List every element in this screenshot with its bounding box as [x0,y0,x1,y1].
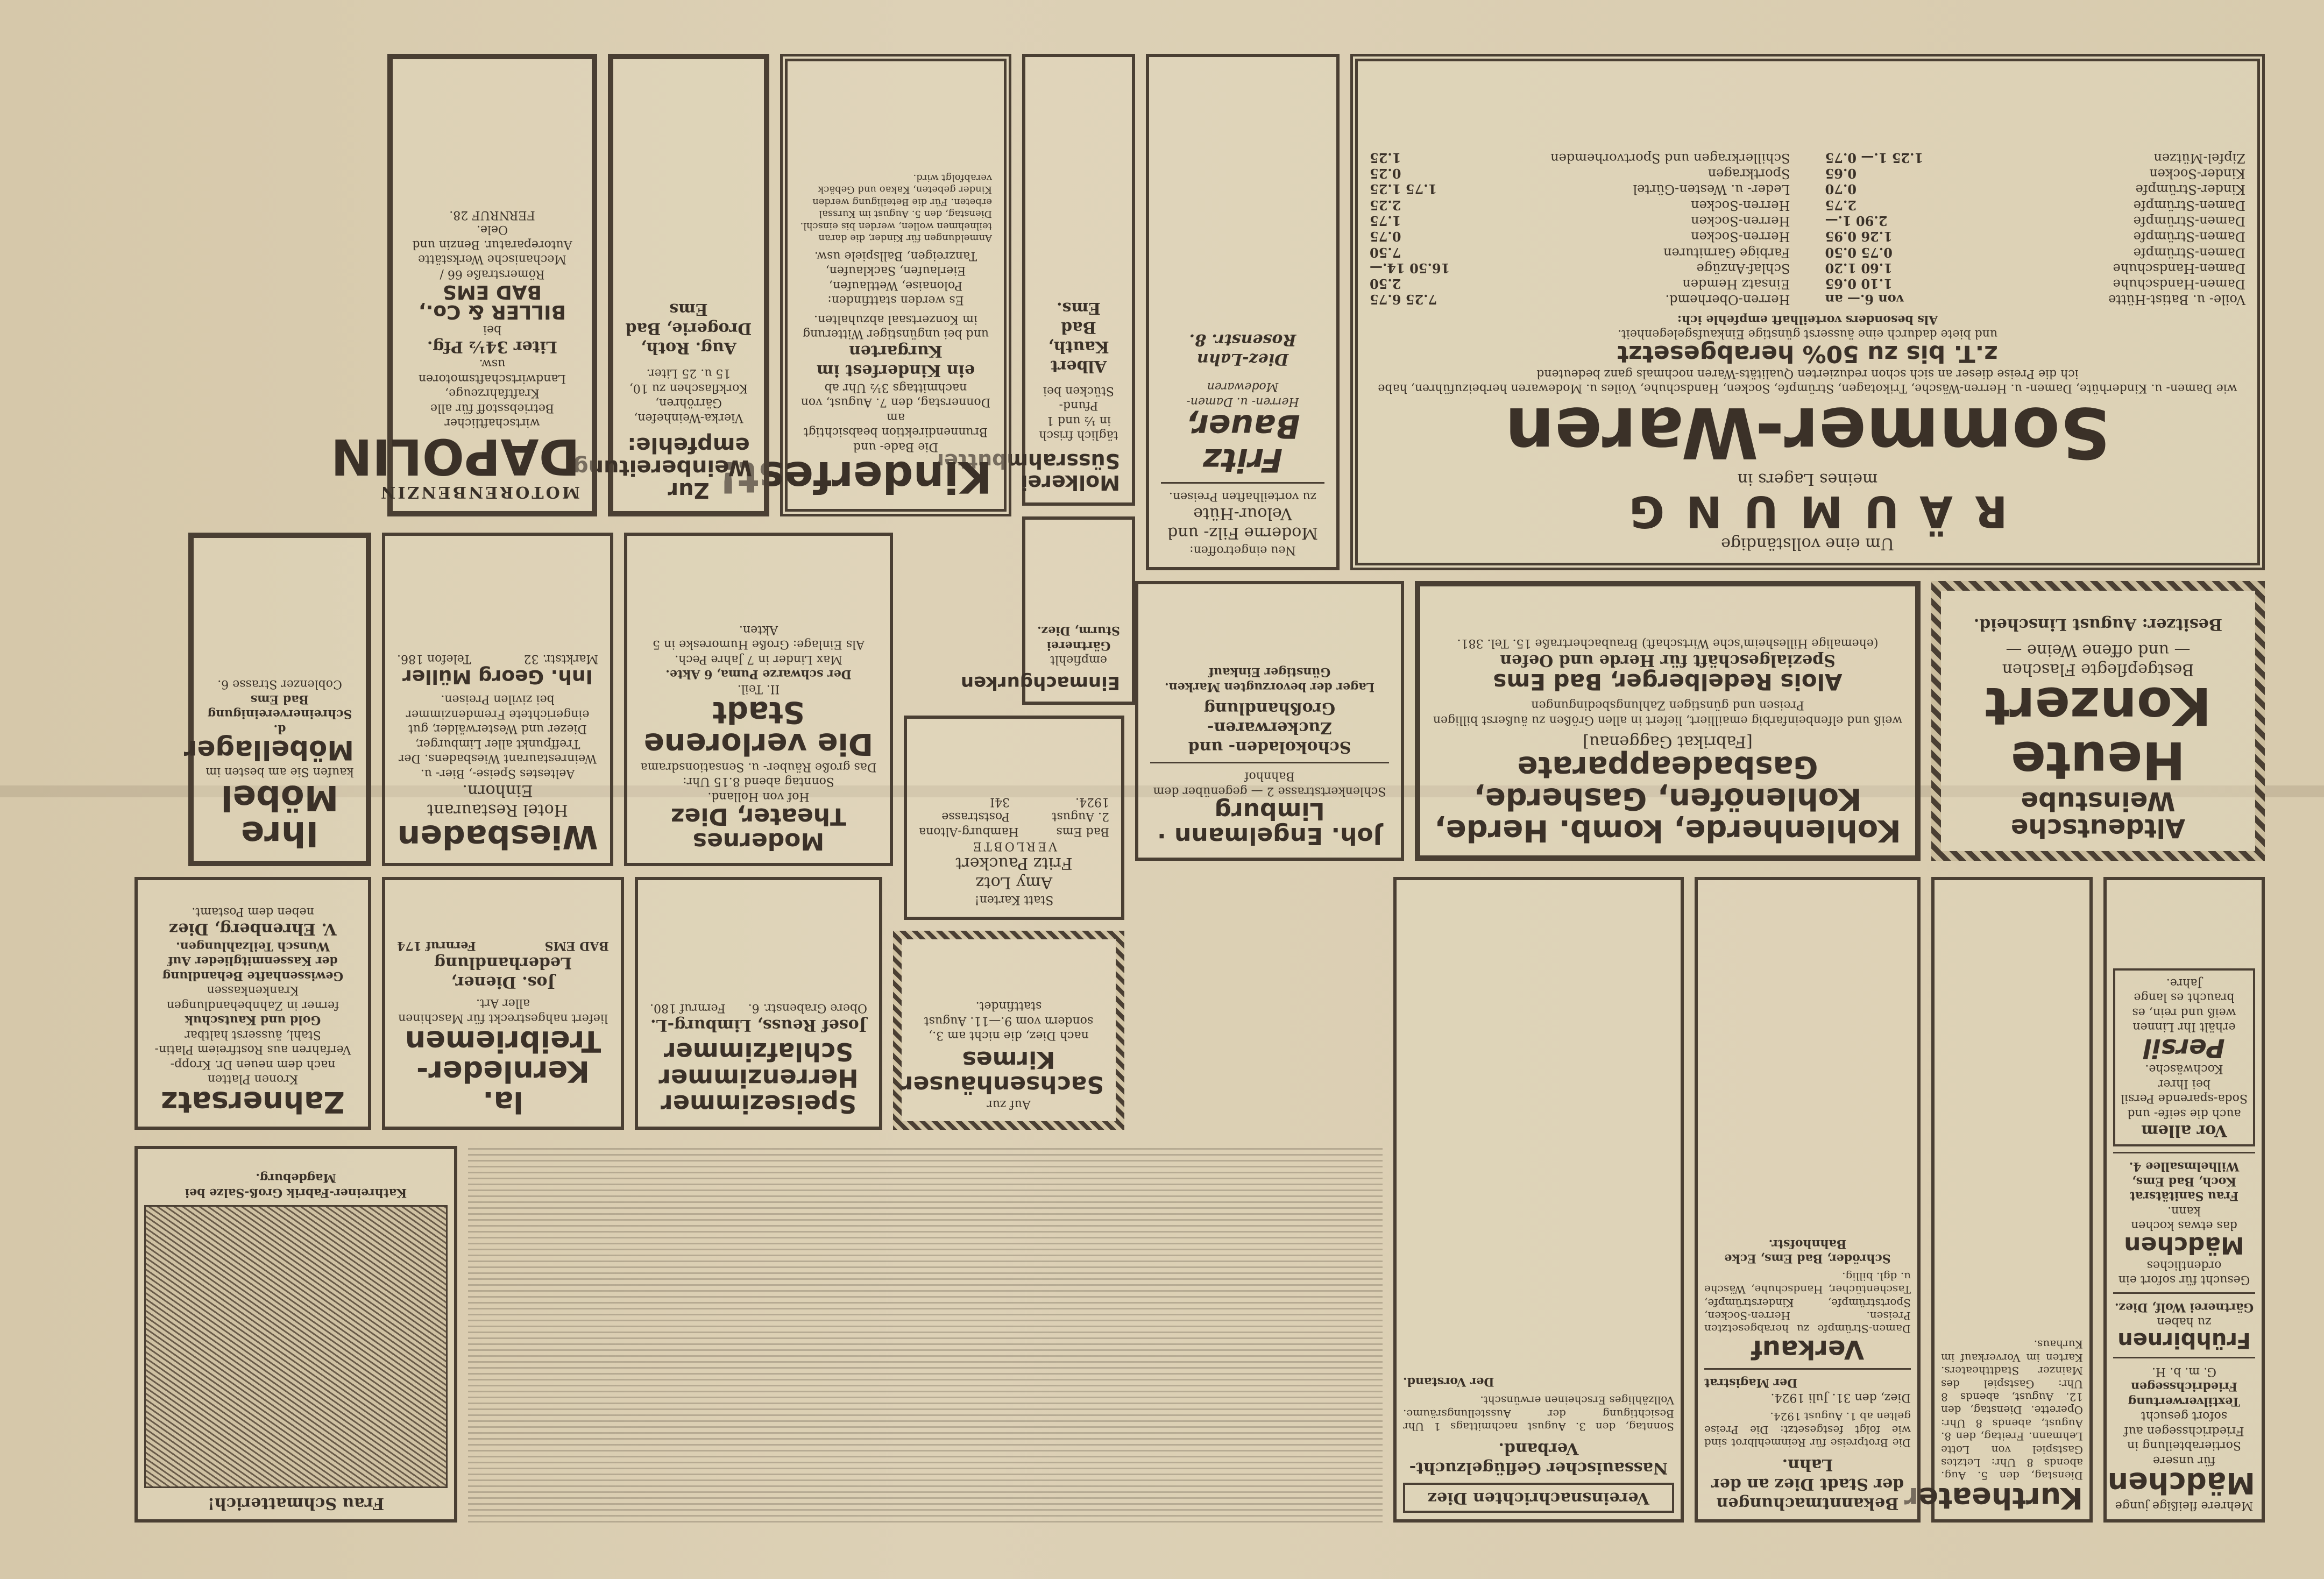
kinderfest-note: Anmeldungen für Kinder, die daran teilnehmen wollen, werden bis einschl. Dienstag, den 5. August im Kurssal erbeten. Für die Beteiligung werden Kinder gebeten, Kakao und Gebäck verabfolgt wird. [800,172,992,244]
dapolin-phone: FERNRUF 28. [449,208,535,222]
kirmes-head: Auf zur [987,1097,1031,1111]
verlobung-date: 2. August 1924. [1052,795,1109,824]
verlobung-name2: Fritz Pauckert [955,854,1073,873]
theater-venue: Hof von Holland. [707,789,810,803]
list-item: Herren-Socken 2.25 [1370,197,1790,213]
fritz-bauer-name: Fritz Bauer, [1185,407,1300,479]
raeumung-offer: und biete dadurch eine äusserst günstige Einkaufsgelegenheit. [1617,327,1998,341]
list-item: Zipfel-Mützen 1.25 1.— 0.75 [1825,150,2245,166]
verlobung-ad [904,716,1124,920]
kohlen-company: Alois Redelberger, Bad Ems [1493,668,1843,695]
raeumung-headline: Sommer-Waren [1505,392,2110,473]
weinstube-line1: Bestgepflegte Flaschen [2002,660,2194,679]
engelmann-stock: Lager der bevorzugten Marken. [1164,679,1375,694]
theater-part: II. Teil. [737,682,780,696]
list-item: Herren-Socken 1.75 [1370,213,1790,229]
raeumung-right-list [1370,150,1790,308]
fritz-bauer-label: Neu eingetroffen: [1189,543,1296,557]
zahnersatz-l2: nach dem neuen Dr. Kropp-Verfahren aus Rostfreiem Platin-Stahl, äusserst haltbar [154,1028,351,1071]
kirmes-title: Sachsenhäuser Kirmes [901,1046,1104,1099]
fruehbirnen-title: Frühbirnen [2117,1328,2251,1353]
fritz-bauer-product: Moderne Filz- und Velour-Hüte [1167,504,1319,543]
zahnersatz-l4: ferner in Zahnbehandlungen Krankenkassen [166,983,339,1012]
maedchen2-note: das etwas kochen kann. [2131,1203,2237,1233]
verlobung-name1: Amy Lotz [975,873,1053,893]
engelmann-business: Schokoladen- und Zuckerwaren-Großhandlung [1188,698,1351,756]
zahnersatz-l1: Kronen Platten [207,1072,299,1086]
bekanntmachung-sign: Der Magistrat [1704,1376,1798,1390]
dapolin-ad [330,54,597,516]
persil-ad [2113,968,2255,1146]
persil-foot: erhält Ihr Linnen weiß und rein, es braucht es lange Jahre. [2132,975,2236,1034]
kinderfest-title: Kinderfest! [718,452,992,502]
bekanntmachung-ad [1695,877,1921,1523]
kohlen-maker: [Fabrikat Gaggenau] [1583,732,1753,751]
fritz-bauer-desc: Herren- u. Damen-Modewaren [1186,380,1299,408]
moebel-ad [183,533,371,866]
bekanntmachung-title: Bekanntmachungen der Stadt Diez an der Lahn. [1711,1455,1904,1513]
verlobung-street: Poststrasse 34I [941,795,1010,824]
persil-brand: Persil [2143,1032,2225,1063]
maedchen-gmbh: G. m. b. H. [2152,1364,2216,1378]
raeumung-top: Um eine vollständige [1721,534,1894,553]
moebel-store: Möbellager [183,734,354,766]
dapolin-text: wirtschaftlicher Betriebsstoff für alle Kraftfahrzeuge, Landwirtschaftsmotoren usw. [418,357,566,430]
speise-l1: Speisezimmer [661,1089,856,1118]
list-item: Schillerkragen und Sportvorhemden 1.25 [1370,150,1790,166]
treibriemen-text: liefert nahgestreckt für Maschinen aller Art. [398,996,608,1025]
kohlen-line2: Kohlenöfen, Gasherde, [1473,781,1862,817]
maedchen2-title: Mädchen [2124,1231,2244,1259]
list-item: Kinder-Strümpfe 0.70 [1825,181,2245,197]
moebel-text: kaufen Sie am besten im [206,764,354,778]
weinbereitung-title: Zur Weinbereitung empfehle: [572,433,752,502]
raeumung-discount: z.T. bis zu 50% herabgesetzt [1617,340,1998,368]
treibriemen-phone: Fernruf 174 [397,938,476,953]
engelmann-address: Schlenkertstrasse 2 — gegenüber dem Bahnhof [1153,769,1386,798]
list-item: Farbige Garnituren 7.50 [1370,244,1790,260]
dapolin-price: Liter 34½ Pfg. [427,337,558,356]
zahnersatz-title: Zahnersatz [161,1085,345,1119]
theater-title: Modernes Theater, Diez [670,802,847,855]
speise-phone: Fernruf 180. [650,1001,726,1015]
fruehbirnen-name: Gärtnerei Wolf, Diez. [2114,1300,2254,1314]
dapolin-service: Autoreparatur. Benzin und Oele. [412,223,572,251]
vereins-sign: Der Vorstand. [1403,1374,1494,1389]
verlobung-place1: Hamburg-Altona [919,825,1019,838]
list-item: Einsatz Hemden 2.50 [1370,276,1790,292]
verlobung-place2: Bad Ems [1056,825,1109,838]
verkauf-name: Schröder, Bad Ems, Ecke Bahnhofstr. [1724,1236,1891,1266]
molkerei-name: Albert Kauth, Bad Ems. [1048,299,1109,376]
kinderfest-date: Donnerstag, den 7. August, von nachmittags 3½ Uhr ab [800,381,991,409]
frau-ad [134,1146,457,1523]
kohlen-ad [1415,581,1921,861]
raeumung-recommend: Als besonders vorteilhaft empfehle ich: [1677,312,1938,327]
einmachgurken-ad [960,516,1135,705]
wiesbaden-title: Wiesbaden [397,818,598,855]
kohlen-spec: Spezialgeschäft für Herde und Oefen [1500,650,1836,670]
speise-l3: Schlafzimmer [663,1037,854,1067]
kurtheater-title: Kurtheater [1904,1481,2083,1515]
zahnersatz-ad [134,877,371,1130]
speise-l2: Herrenzimmer [658,1063,859,1093]
list-item: Damen-Strümpfe 2.75 [1825,197,2245,213]
fritz-bauer-street: Rosenstr. 8. [1189,330,1296,349]
list-item: Leder- u. Westen-Gürtel 1.75 1.25 [1370,181,1790,197]
maedchen2-name: Frau Sanitätsrat Koch, Bad Ems, Wilhelmsallee 4. [2129,1159,2240,1203]
kohlen-line3: Gasbadeapparate [1517,749,1818,785]
list-item: Sportkragen 0.25 [1370,166,1790,182]
raeumung-intro: wie Damen- u. Kinderhüte, Damen- u. Herren-Wäsche, Trikotagen, Strümpfe, Socken, Handschuhe, Voiles u. Modewaren herbeizuführen, habe ich die Preise dieser an sich schon reduzierten Qualitäts-Waren nochmals ganz bedeutend [1378,367,2237,395]
kinderfest-ad [718,54,1011,516]
engelmann-ad [1135,581,1404,861]
bekanntmachung-place: Diez, den 31. Juli 1924. [1770,1390,1911,1404]
zahnersatz-addr: neben dem Postamt. [192,905,314,919]
newspaper-sheet [48,43,2276,1539]
dapolin-address: Römerstraße 66 / Mechanische Werkstätte [418,252,566,281]
maedchen-head: Mehrere fleißige junge [2115,1499,2254,1512]
dapolin-header: MOTORENBENZIN [378,483,580,501]
speise-name: Josef Reuss, Limburg-L. [650,1016,867,1035]
list-item: Damen-Strümpfe 0.75 0.50 [1825,244,2245,260]
molkerei-title: Molkerei Süssrahmbutter [934,449,1120,494]
kohlen-text: weiß und elfenbeinfarbig emailliert, liefert in allen Größen zu äußerst billigen Preisen und günstigen Zahlungsbedingungen [1433,698,1903,727]
weinstube-line2: — und offene Weine — [2006,640,2191,660]
maedchen-company: Textilverwertung Friedrichssegen [2128,1379,2241,1408]
weinstube-ad [1931,581,2265,861]
wiesbaden-owner: Inh. Georg Müller [402,665,593,688]
treibriemen-city: BAD EMS [544,938,609,953]
treibriemen-title: la. Kernleder-Treibriemen [405,1024,601,1119]
theater-play: Die verlorene Stadt [643,695,874,762]
moebel-address: Coblenzer Strasse 6. [217,677,342,691]
small-print-area [468,1146,1383,1523]
dapolin-brand: DAPOLIN [330,428,580,485]
weinstube-owner: Besitzer: August Linscheid. [1973,614,2223,634]
wiesbaden-hotel: Hotel Restaurant Einhorn. [427,781,568,819]
kinderfest-program: Es werden stattfinden: Polonaise, Wettlaufen, Eierlaufen, Sacklaufen, Tanzreigen, Ballspiele usw. [814,249,977,307]
maedchen2-text: Gesucht für sofort ein ordentliches [2118,1258,2250,1287]
wiesbaden-ad [382,533,613,866]
kinderfest-body2: und bei ungünstiger Witterung im Konzertsaal abzuhalten. [803,313,989,341]
bekanntmachung-text: Die Brotpreise für Reinmehlbrot sind wie folgt festgesetzt: Die Preise gelten ab 1. August 1924. [1704,1410,1911,1449]
verlobung-header: Statt Karten! [974,893,1054,907]
wiesbaden-text: Aeltestes Speise-, Bier- u. Weinrestaurant Wiesbadens. Der Treffpunkt aller Limburger, Diezer und Westerwälder, gut eingerichtete Fremdenzimmer bei zivilen Preisen. [398,692,597,780]
raeumung-sub: meines Lagers in [1737,470,1878,488]
zahnersatz-l3: Gold und Kautschuk [185,1013,321,1028]
speise-addr: Obere Grabenstr. 6. [748,1001,867,1015]
frau-illustration [144,1205,448,1488]
verlobung-status: VERLOBTE [970,839,1058,853]
theater-show-intro: Das große Räuber- u. Sensationsdrama [640,760,877,774]
list-item: Damen-Strümpfe 2.90 1.— [1825,213,2245,229]
weinbereitung-items: Vierka-Weinhefen, Gärröhren, Korkflaschen zu 10, 15 u. 25 Liter. [629,366,748,424]
list-item: Damen-Strümpfe 1.26 0.95 [1825,229,2245,245]
list-item: Damen-Handschuhe 1.60 1.20 [1825,260,2245,276]
list-item: Herren-Oberhemd. 7.25 6.75 [1370,292,1790,308]
treibriemen-ad [382,877,624,1130]
speise-ad [635,877,882,1130]
list-item: Kinder-Socken 0.65 [1825,166,2245,182]
molkerei-ad [934,54,1135,506]
kirmes-ad [893,931,1124,1130]
einmachgurken-title: Einmachgurken [960,672,1120,693]
kinderfest-body1: Die Bade- und Brunnendirektion beabsichtigt am [803,410,988,454]
engelmann-note: Günstiger Einkauf [1208,665,1331,679]
einmachgurken-name: Gärtnerei Sturm, Diez. [1037,624,1120,653]
moebel-owner: d. Schreinervereinigung Bad Ems [207,692,352,736]
fritz-bauer-ad [1146,54,1340,570]
dapolin-company: BILLER & Co., BAD EMS [419,280,566,323]
kohlen-addr: (ehemalige Hillesheim'sche Wirtschaft) Braubachertraße 15. Tel. 381. [1457,636,1879,650]
kirmes-text: nach Diez, die nicht am 3., sondern vom 9.—11. August stattfindet. [924,999,1094,1043]
list-item: Damen-Handschuhe 1.10 0.65 [1825,276,2245,292]
list-item: Schlaf-Anzüge 16.50 14.— [1370,260,1790,276]
list-item: Voile- u. Batist-Hütte von 6.— an [1825,292,2245,308]
kohlen-line1: Kohlenherde, komb. Herde, [1434,813,1901,848]
theater-extra: Als Einlage: Große Humoreske in 5 Akten. [653,622,865,652]
theater-cast: Max Linder in 7 Jahre Pech. [675,652,842,666]
vereins-title: Vereinsnachrichten Diez [1403,1483,1674,1513]
einmachgurken-text: empfiehlt [1050,653,1107,667]
molkerei-text: täglich frisch in ½ und 1 Pfund-Stücken bei [1039,384,1118,442]
maedchen-title: Mädchen [2107,1466,2255,1500]
persil-text: auch die seife- und Soda-sparende Persil bei Ihrer Kochwäsche. [2121,1062,2248,1120]
raeumung-title: RÄUMUNG [1607,486,2008,536]
raeumung-ad [1350,54,2265,570]
weinbereitung-ad [572,54,769,516]
zahnersatz-l5: Gewissenhafte Behandlung der Kassenmitglieder Auf Wunsch Teilzahlungen. [162,939,344,983]
classifieds-column [2103,877,2265,1523]
fritz-bauer-city: Diez-Lahn [1196,350,1289,369]
persil-head: Vor allem [2141,1121,2227,1140]
weinbereitung-name: Aug. Roth, Drogerie, Bad Ems [625,300,752,357]
treibriemen-name: Jos. Diener, Lederhandlung [434,953,572,992]
engelmann-name: Joh. Engelmann · Limburg [1157,797,1382,849]
theater-ad [624,533,893,866]
kinderfest-event: ein Kinderfest im Kurgarten [816,342,975,380]
fritz-bauer-price-note: zu vorteilhaften Preisen. [1168,490,1317,504]
vereins-ad [1393,877,1684,1523]
frau-footer: Kathreiner-Fabrik Groß-Salze bei Magdeburg. [185,1171,407,1200]
zahnersatz-name: V. Ehrenberg, Diez [169,919,337,939]
verkauf-title: Verkauf [1751,1334,1865,1364]
kurtheater-ad [1904,877,2093,1523]
frau-title: Frau Schmatterich! [207,1494,385,1513]
raeumung-left-list [1825,150,2245,308]
moebel-title: Ihre Möbel [221,777,339,853]
weinstube-title: Altdeutsche Weinstube [2010,785,2186,843]
vereins-text: Sonntag, den 3. August nachmittags 1 Uhr Besichtigung der Ausstellungsräume. Vollzähliges Erscheinen erwünscht. [1403,1394,1674,1433]
kurtheater-text: Dienstag, den 5. Aug. abends 8 Uhr: Letztes Gastspiel von Lotte Lehmann. Freitag, den 8. August, abends 8 Uhr: Operette. Dienstag, den 12. August, abends 8 Uhr: Gastspiel des Mainzer Stadttheaters. Karten im Vorverkauf im Kurhaus. [1941,1338,2083,1483]
wiesbaden-street: Marktstr. 32 [523,652,598,666]
wiesbaden-phone: Telefon 186. [397,652,471,666]
list-item: Herren-Socken 0.75 [1370,229,1790,245]
theater-time: Sonntag abend 8.15 Uhr: [683,775,834,789]
vereins-club: Nassauischer Geflügelzucht-Verband. [1409,1439,1668,1477]
weinstube-event: Heute Konzert [1985,676,2212,791]
theater-sub: Der schwarze Puma, 6 Akte. [665,667,852,682]
fruehbirnen-text: zu haben [2157,1315,2212,1329]
verkauf-text: Damen-Strümpfe zu herabgesetzten Preisen. Herren-Socken, Sportstrümpfe, Kinderstrümpfe, Taschentücher, Handschuhe, Wäsche u. dgl. billig. [1704,1270,1911,1336]
maedchen-text: für unsere Sortierabteilung in Friedrichssegen auf sofort gesucht [2124,1409,2244,1467]
dapolin-by: bei [483,322,502,336]
